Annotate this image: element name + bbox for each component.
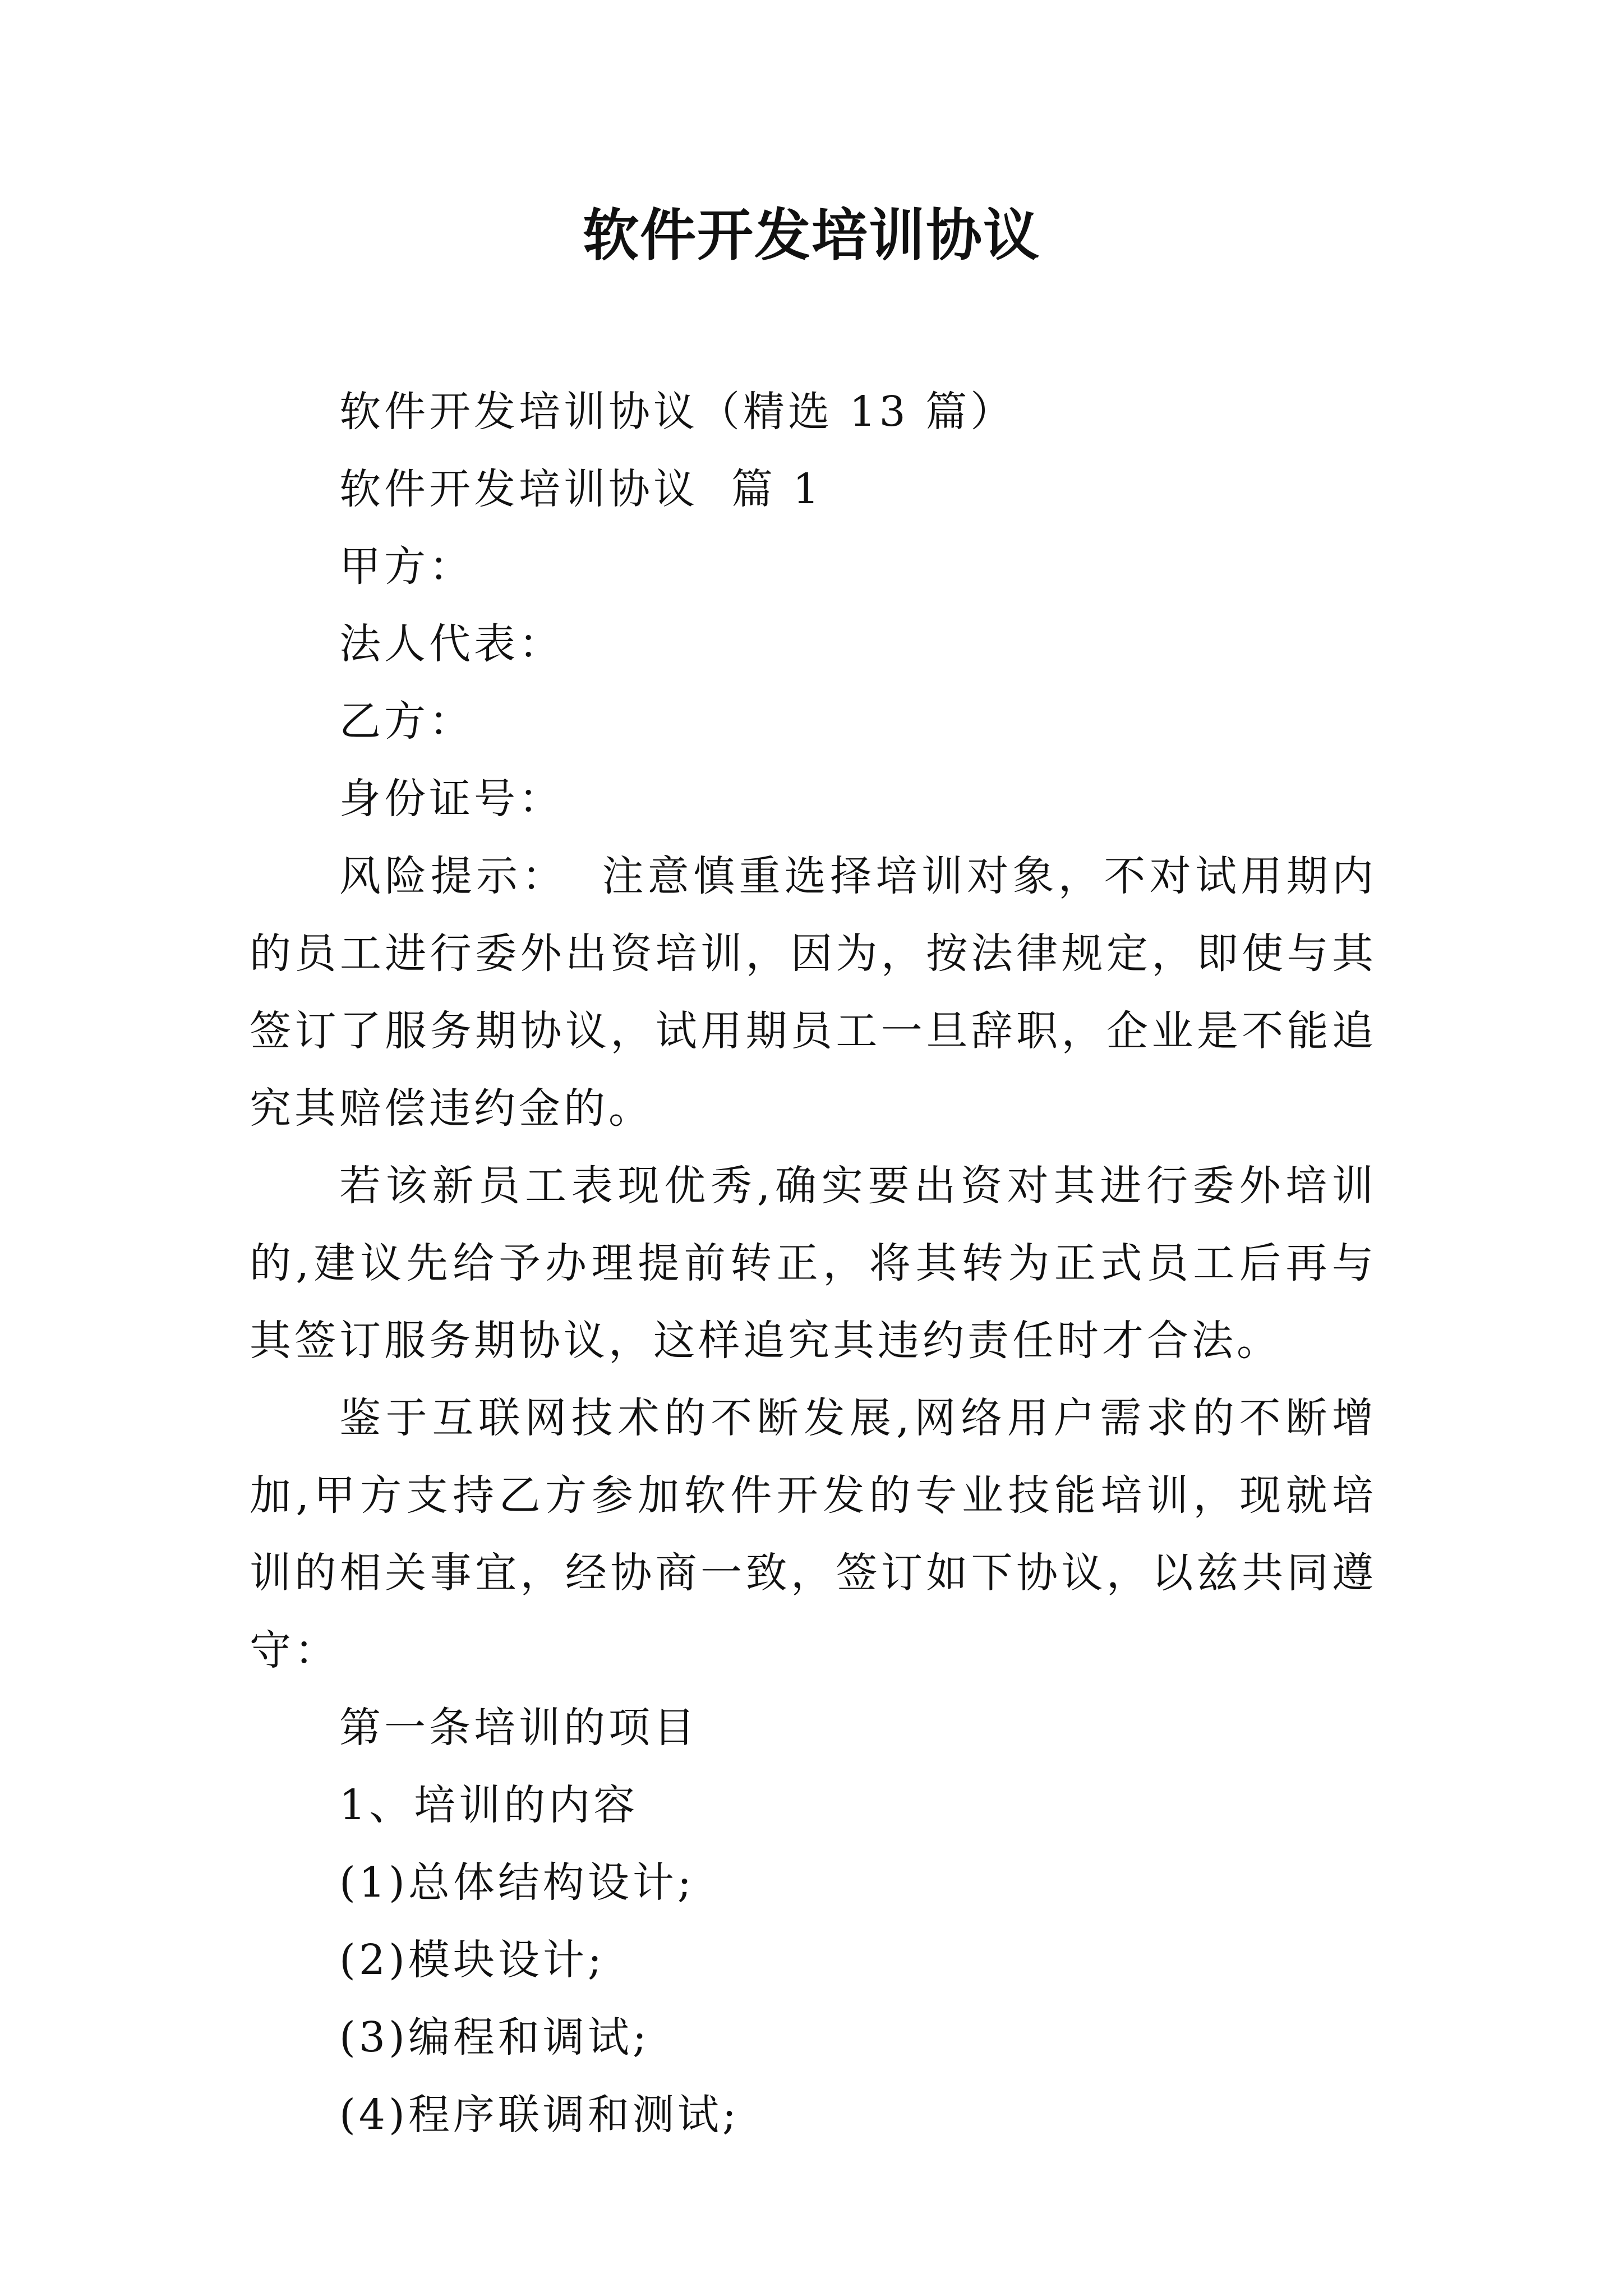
paragraph-subtitle: 软件开发培训协议（精选 13 篇） — [339, 388, 1016, 436]
paragraph-section-heading: 软件开发培训协议 篇 1 — [339, 465, 823, 513]
list-item: (1)总体结构设计; — [339, 1858, 695, 1907]
paragraph-background: 鉴于互联网技术的不断发展,网络用户需求的不断增加,甲方支持乙方参加软件开发的专业技能培训，现就培训的相关事宜，经协商一致，签订如下协议，以兹共同遵守： — [250, 1394, 1377, 1674]
list-item: (2)模块设计; — [339, 1936, 605, 1984]
paragraph-recommendation: 若该新员工表现优秀,确实要出资对其进行委外培训的,建议先给予办理提前转正，将其转为正式员工后再与其签订服务期协议，这样追究其违约责任时才合法。 — [250, 1162, 1377, 1365]
list-item: (3)编程和调试; — [339, 2013, 650, 2062]
paragraph-legal-rep: 法人代表： — [339, 620, 564, 668]
document-body — [250, 373, 1377, 2154]
paragraph-risk-notice: 风险提示： 注意慎重选择培训对象，不对试用期内的员工进行委外出资培训，因为，按法律规定，即使与其签订了服务期协议，试用期员工一旦辞职，企业是不能追究其赔偿违约金的。 — [250, 852, 1377, 1133]
paragraph-training-content: 1、培训的内容 — [339, 1781, 639, 1829]
list-item: (4)程序联调和测试; — [339, 2091, 740, 2139]
paragraph-article-one: 第一条培训的项目 — [339, 1704, 698, 1752]
paragraph-party-b: 乙方： — [339, 697, 474, 746]
document-title: 软件开发培训协议 — [583, 203, 1040, 268]
paragraph-id-number: 身份证号： — [339, 775, 564, 823]
paragraph-party-a: 甲方： — [339, 542, 474, 591]
